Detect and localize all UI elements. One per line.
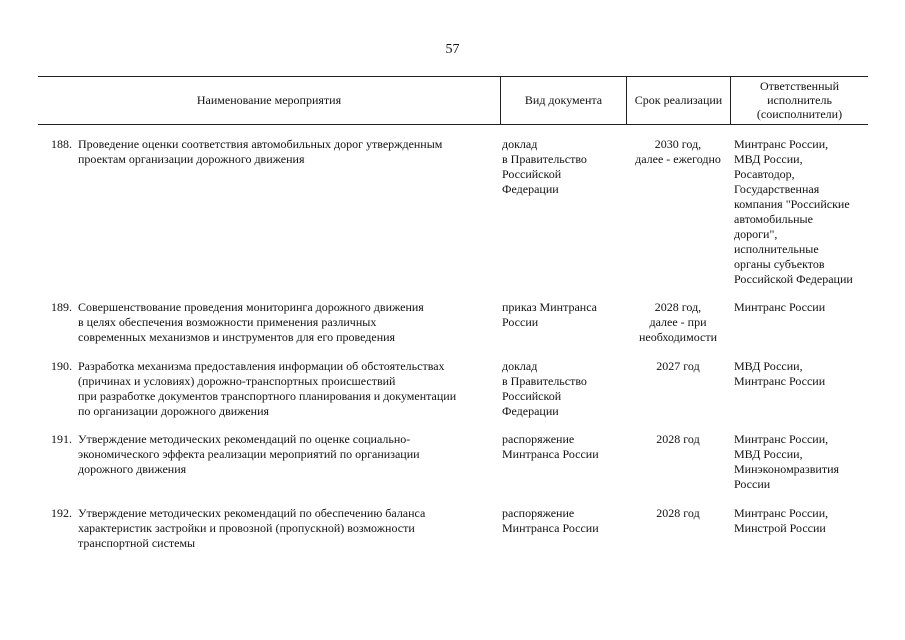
row-responsible: МВД России, Минтранс России bbox=[734, 359, 826, 388]
row-doc-type: распоряжение Минтранса России bbox=[502, 432, 599, 461]
header-term: Срок реализации bbox=[634, 93, 723, 107]
page-number: 57 bbox=[445, 42, 460, 57]
row-number: 189. bbox=[51, 300, 72, 314]
row-number: 192. bbox=[51, 506, 72, 520]
row-responsible: Минтранс России, МВД России, Минэкономразвития России bbox=[734, 432, 840, 491]
row-responsible: Минтранс России bbox=[734, 300, 826, 314]
header-responsible: Ответственный исполнитель (соисполнители) bbox=[756, 79, 843, 121]
row-name: Проведение оценки соответствия автомобильных дорог утвержденным проектам организации дорожного движения bbox=[78, 137, 443, 166]
row-term: 2027 год bbox=[656, 359, 700, 373]
row-term: 2028 год bbox=[656, 506, 700, 520]
row-doc-type: доклад в Правительство Российской Федерации bbox=[502, 359, 587, 418]
row-number: 191. bbox=[51, 432, 72, 446]
row-name: Разработка механизма предоставления информации об обстоятельствах (причинах и условиях) дорожно-транспортных происшествий при разработке документов транспортного планирования и документации по организации дорожного движения bbox=[78, 359, 457, 418]
header-doc-type: Вид документа bbox=[524, 93, 603, 107]
row-number: 190. bbox=[51, 359, 72, 373]
row-name: Совершенствование проведения мониторинга дорожного движения в целях обеспечения возможности применения различных современных механизмов и инструментов для его проведения bbox=[78, 300, 424, 344]
header-name: Наименование мероприятия bbox=[196, 93, 342, 107]
row-number: 188. bbox=[51, 137, 72, 151]
row-name: Утверждение методических рекомендаций по обеспечению баланса характеристик застройки и провозной (пропускной) возможности транспортной системы bbox=[78, 506, 426, 550]
row-term: 2028 год bbox=[656, 432, 700, 446]
row-doc-type: приказ Минтранса России bbox=[502, 300, 598, 329]
row-term: 2030 год, далее - ежегодно bbox=[635, 137, 721, 166]
row-doc-type: распоряжение Минтранса России bbox=[502, 506, 599, 535]
row-term: 2028 год, далее - при необходимости bbox=[638, 300, 717, 344]
row-name: Утверждение методических рекомендаций по оценке социально- экономического эффекта реализации мероприятий по организации дорожного движения bbox=[78, 432, 420, 476]
row-doc-type: доклад в Правительство Российской Федерации bbox=[502, 137, 587, 196]
row-responsible: Минтранс России, МВД России, Росавтодор, Государственная компания "Российские автомобильные дороги", исполнительные органы субъектов Российской Федерации bbox=[734, 137, 853, 286]
row-responsible: Минтранс России, Минстрой России bbox=[734, 506, 829, 535]
table-header-bottom-border bbox=[38, 124, 868, 125]
